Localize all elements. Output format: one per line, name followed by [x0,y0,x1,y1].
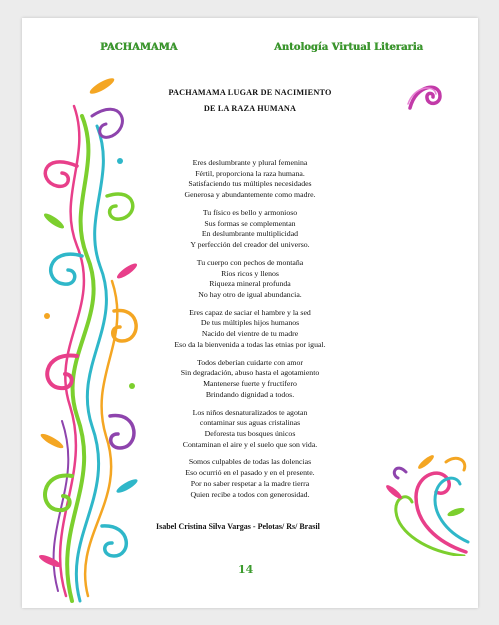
poem-line: Somos culpables de todas las dolencias [188,457,312,467]
poem-line: Sin degradación, abuso hasta el agotamiento [180,368,320,378]
poem-line: Eso da la bienvenida a todas las etnias por igual. [174,339,326,349]
document-page [22,18,478,608]
poem-line: Eso ocurrió en el pasado y en el presente. [185,468,315,478]
stanza [22,358,478,401]
header-anthology-name: Antología Virtual Literaria [274,42,423,53]
poem-line: Riqueza mineral profunda [209,279,291,289]
poem-line: De tus múltiples hijos humanos [200,318,300,328]
poem-line: Nacido del vientre de tu madre [201,329,299,339]
header-publication-name: PACHAMAMA [100,42,178,53]
poem-line: No hay otro de igual abundancia. [198,289,302,299]
author-signature: Isabel Cristina Silva Vargas - Pelotas/ Rs/ Brasil [156,522,320,531]
page-number: 14 [238,563,254,576]
stanza [22,258,478,301]
stanza [22,408,478,451]
stanza [22,208,478,251]
stanza [22,158,478,201]
poem-line: Eres deslumbrante y plural femenina [192,158,308,167]
poem-title-line-1: PACHAMAMA LUGAR DE NACIMIENTO [168,88,332,97]
poem-line: Satisfaciendo tus múltiples necesidades [188,179,312,189]
poem-line: En deslumbrante multiplicidad [201,229,299,239]
poem-body [22,158,478,507]
poem-line: Y perfección del creador del universo. [190,240,310,250]
stanza [22,308,478,351]
poem-line: Eres capaz de saciar el hambre y la sed [189,307,311,317]
poem-line: Fértil, proporciona la raza humana. [195,168,305,178]
poem-line: Tu físico es bello y armonioso [202,207,298,217]
poem-line: Brindando dignidad a todos. [205,389,295,399]
poem-line: Generosa y abundantemente como madre. [184,190,316,200]
poem-line: Los niños desnaturalizados te agotan [192,407,308,417]
poem-line: Contaminan el aire y el suelo que son vida. [182,439,318,449]
poem-title-line-2: DE LA RAZA HUMANA [203,104,297,113]
poem-line: Sus formas se complementan [204,218,296,228]
poem-line: Todos deberían cuidarte con amor [197,357,303,367]
poem-line: Deforesta tus bosques únicos [204,428,296,438]
poem-line: contaminar sus aguas cristalinas [199,418,301,428]
poem-line: Mantenerse fuerte y fructífero [203,379,297,389]
poem-line: Ríos ricos y llenos [221,268,279,278]
poem-line: Quien recibe a todos con generosidad. [190,489,310,499]
poem-line: Por no saber respetar a la madre tierra [190,478,310,488]
stanza [22,457,478,500]
poem-line: Tu cuerpo con pechos de montaña [196,257,304,267]
